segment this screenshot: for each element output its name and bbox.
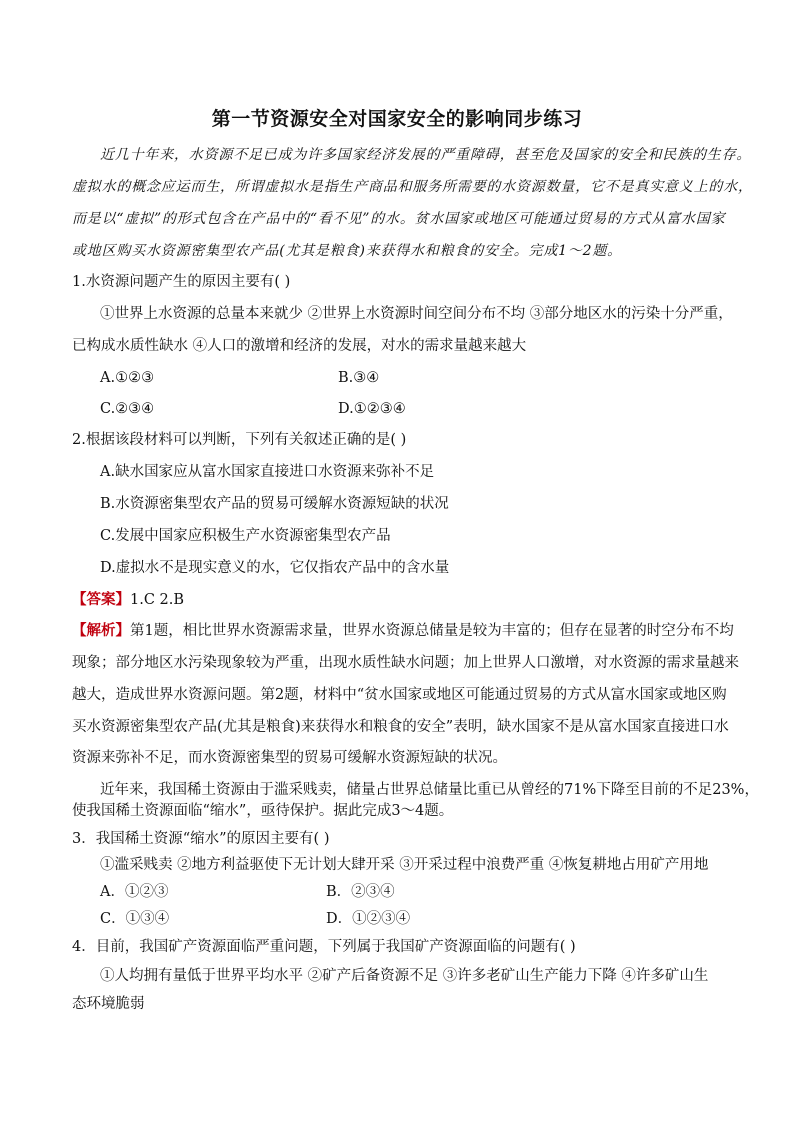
- page-title: 第一节资源安全对国家安全的影响同步练习: [211, 108, 583, 130]
- analysis-line-3: 越大，造成世界水资源问题。第2题，材料中“贫水国家或地区可能通过贸易的方式从富水国家或地区购: [72, 687, 727, 703]
- question-1-option-b: B.③④: [338, 370, 380, 386]
- question-1-stem: 1.水资源问题产生的原因主要有( ): [72, 274, 291, 290]
- question-2-stem: 2.根据该段材料可以判断，下列有关叙述正确的是( ): [72, 432, 407, 448]
- question-3-stem: 3．我国稀土资源“缩水”的原因主要有( ): [72, 831, 330, 847]
- question-3-items: ①滥采贱卖 ②地方利益驱使下无计划大肆开采 ③开采过程中浪费严重 ④恢复耕地占用矿产用地: [100, 857, 709, 873]
- analysis-line-5: 资源来弥补不足，而水资源密集型的贸易可缓解水资源短缺的状况。: [72, 750, 507, 766]
- question-2-option-b: B.水资源密集型农产品的贸易可缓解水资源短缺的状况: [100, 496, 449, 512]
- analysis-tag: 【解析】: [72, 622, 130, 639]
- question-4-items-line-2: 态环境脆弱: [72, 996, 145, 1012]
- question-3-option-a: A．①②③: [100, 884, 169, 900]
- question-1-option-a: A.①②③: [100, 370, 155, 386]
- passage1-line-4: 或地区购买水资源密集型农产品(尤其是粮食)来获得水和粮食的安全。完成1～2题。: [72, 243, 622, 259]
- question-4-stem: 4．目前，我国矿产资源面临严重问题，下列属于我国矿产资源面临的问题有( ): [72, 939, 576, 955]
- question-2-option-d: D.虚拟水不是现实意义的水，它仅指农产品中的含水量: [100, 560, 450, 576]
- question-3-option-c: C．①③④: [100, 911, 170, 927]
- question-1-option-d: D.①②③④: [338, 401, 406, 417]
- analysis-line-2: 现象；部分地区水污染现象较为严重，出现水质性缺水问题；加上世界人口激增，对水资源的需求量越来: [72, 655, 739, 671]
- passage2-line-2: 使我国稀土资源面临“缩水”，亟待保护。据此完成3～4题。: [72, 803, 454, 819]
- question-4-items-line-1: ①人均拥有量低于世界平均水平 ②矿产后备资源不足 ③许多老矿山生产能力下降 ④许多矿山生: [100, 968, 709, 984]
- analysis-text-1: 第1题，相比世界水资源需求量，世界水资源总储量是较为丰富的；但存在显著的时空分布不均: [130, 623, 734, 639]
- passage2-line-1: 近年来，我国稀土资源由于滥采贱卖，储量占世界总储量比重已从曾经的71%下降至目前的不足23%，: [100, 782, 759, 798]
- question-1-items-line-1: ①世界上水资源的总量本来就少 ②世界上水资源时间空间分布不均 ③部分地区水的污染十分严重，: [100, 306, 733, 322]
- question-1-items-line-2: 已构成水质性缺水 ④人口的激增和经济的发展，对水的需求量越来越大: [72, 338, 527, 354]
- question-2-option-a: A.缺水国家应从富水国家直接进口水资源来弥补不足: [100, 464, 435, 480]
- analysis-line-4: 买水资源密集型农产品(尤其是粮食)来获得水和粮食的安全”表明，缺水国家不是从富水国家直接进口水: [72, 719, 729, 735]
- passage1-line-3: 而是以“虚拟”的形式包含在产品中的“看不见”的水。贫水国家或地区可能通过贸易的方式从富水国家: [72, 211, 726, 227]
- passage1-line-2: 虚拟水的概念应运而生，所谓虚拟水是指生产商品和服务所需要的水资源数量，它不是真实意义上的水，: [72, 179, 753, 195]
- question-3-option-b: B．②③④: [326, 884, 395, 900]
- answer-text: 1.C 2.B: [130, 592, 185, 608]
- analysis-line-1: [72, 621, 734, 641]
- passage1-line-1: 近几十年来，水资源不足已成为许多国家经济发展的严重障碍，甚至危及国家的安全和民族的生存。: [100, 147, 752, 163]
- question-2-option-c: C.发展中国家应积极生产水资源密集型农产品: [100, 528, 391, 544]
- answer-tag: 【答案】: [72, 591, 130, 608]
- question-3-option-d: D．①②③④: [326, 911, 411, 927]
- answer-line: [72, 590, 184, 610]
- question-1-option-c: C.②③④: [100, 401, 155, 417]
